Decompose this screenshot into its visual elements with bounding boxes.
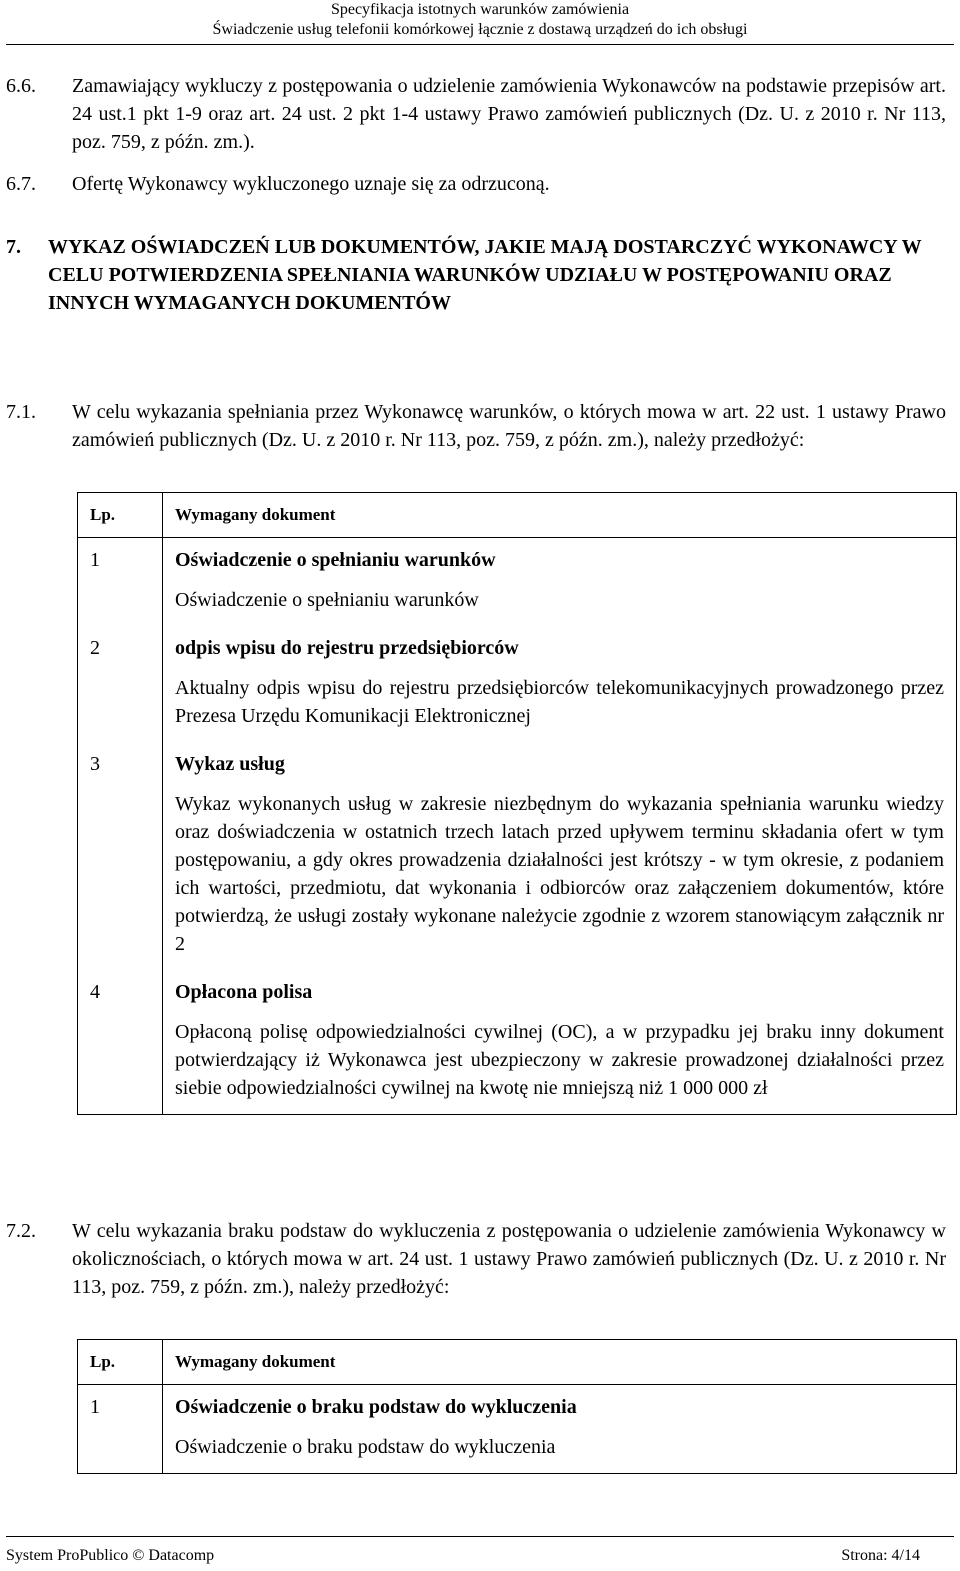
header-subtitle: Świadczenie usług telefonii komórkowej łącznie z dostawą urządzeń do ich obsługi [212, 21, 748, 38]
section-7-heading [6, 233, 936, 317]
row-number: 3 [90, 753, 100, 775]
column-header-document: Wymagany dokument [163, 493, 957, 538]
paragraph-7-2 [6, 1217, 946, 1301]
footer-page-number: Strona: 4/14 [841, 1547, 920, 1564]
document-title: odpis wpisu do rejestru przedsiębiorców [175, 637, 519, 659]
paragraph-7-1 [6, 398, 946, 454]
paragraph-6-7 [6, 170, 946, 198]
document-description: Oświadczenie o braku podstaw do wykluczenia [175, 1436, 556, 1458]
column-header-lp: Lp. [78, 1340, 163, 1385]
paragraph-text: W celu wykazania spełniania przez Wykonawcę warunków, o których mowa w art. 22 ust. 1 ustawy Prawo zamówień publicznych (Dz. U. z 2010 r. Nr 113, poz. 759, z późn. zm.), należy przedłożyć: [72, 401, 946, 451]
row-number: 1 [90, 549, 100, 571]
required-documents-table [77, 492, 957, 1115]
footer-divider [6, 1536, 954, 1537]
section-number: 7. [6, 236, 21, 258]
paragraph-text: W celu wykazania braku podstaw do wykluczenia z postępowania o udzielenie zamówienia Wykonawcy w okolicznościach, o których mowa w art. 24 ust. 1 ustawy Prawo zamówień publicznych (Dz. U. z 2010 r. Nr 113, poz. 759, z późn. zm.), należy przedłożyć: [72, 1220, 946, 1298]
column-header-document: Wymagany dokument [163, 1340, 957, 1385]
paragraph-number: 7.1. [6, 401, 36, 423]
header-title: Specyfikacja istotnych warunków zamówienia [330, 1, 630, 18]
table-header-row [78, 493, 957, 538]
paragraph-number: 6.7. [6, 173, 36, 195]
paragraph-text: Ofertę Wykonawcy wykluczonego uznaje się za odrzuconą. [72, 173, 550, 195]
document-title: Oświadczenie o braku podstaw do wykluczenia [175, 1396, 577, 1418]
exclusion-documents-table [77, 1339, 957, 1474]
table-row [78, 538, 957, 627]
table-row [78, 626, 957, 742]
column-header-lp: Lp. [78, 493, 163, 538]
footer-system-name: System ProPublico © Datacomp [6, 1547, 215, 1564]
row-number: 2 [90, 637, 100, 659]
document-title: Wykaz usług [175, 753, 285, 775]
page-header [0, 0, 960, 40]
document-description: Oświadczenie o spełnianiu warunków [175, 589, 479, 611]
document-title: Opłacona polisa [175, 981, 313, 1003]
document-description: Opłaconą polisę odpowiedzialności cywilnej (OC), a w przypadku jej braku inny dokument potwierdzający iż Wykonawca jest ubezpieczony w zakresie prowadzonej działalności przez siebie odpowiedzialności cywilnej na kwotę nie mniejszą niż 1 000 000 zł [175, 1021, 944, 1099]
document-description: Aktualny odpis wpisu do rejestru przedsiębiorców telekomunikacyjnych prowadzonego przez Prezesa Urzędu Komunikacji Elektronicznej [175, 677, 944, 727]
table-row [78, 1385, 957, 1474]
paragraph-6-6 [6, 72, 946, 156]
table-row [78, 742, 957, 970]
paragraph-text: Zamawiający wykluczy z postępowania o udzielenie zamówienia Wykonawców na podstawie przepisów art. 24 ust.1 pkt 1-9 oraz art. 24 ust. 2 pkt 1-4 ustawy Prawo zamówień publicznych (Dz. U. z 2010 r. Nr 113, poz. 759, z późn. zm.). [72, 75, 946, 153]
paragraph-number: 6.6. [6, 75, 36, 97]
table-row [78, 970, 957, 1115]
paragraph-number: 7.2. [6, 1220, 36, 1242]
row-number: 1 [90, 1396, 100, 1418]
row-number: 4 [90, 981, 100, 1003]
header-divider [6, 44, 954, 45]
document-title: Oświadczenie o spełnianiu warunków [175, 549, 496, 571]
document-description: Wykaz wykonanych usług w zakresie niezbędnym do wykazania spełniania warunku wiedzy oraz doświadczenia w ostatnich trzech latach przed upływem terminu składania ofert w tym postępowaniu, a gdy okres prowadzenia działalności jest krótszy - w tym okresie, z podaniem ich wartości, przedmiotu, dat wykonania i odbiorców oraz załączeniem dokumentów, które potwierdzą, że usługi zostały wykonane należycie zgodnie z wzorem stanowiącym załącznik nr 2 [175, 793, 944, 955]
table-header-row [78, 1340, 957, 1385]
section-title: WYKAZ OŚWIADCZEŃ LUB DOKUMENTÓW, JAKIE MAJĄ DOSTARCZYĆ WYKONAWCY W CELU POTWIERDZENIA SPEŁNIANIA WARUNKÓW UDZIAŁU W POSTĘPOWANIU ORAZ INNYCH WYMAGANYCH DOKUMENTÓW [48, 236, 922, 314]
